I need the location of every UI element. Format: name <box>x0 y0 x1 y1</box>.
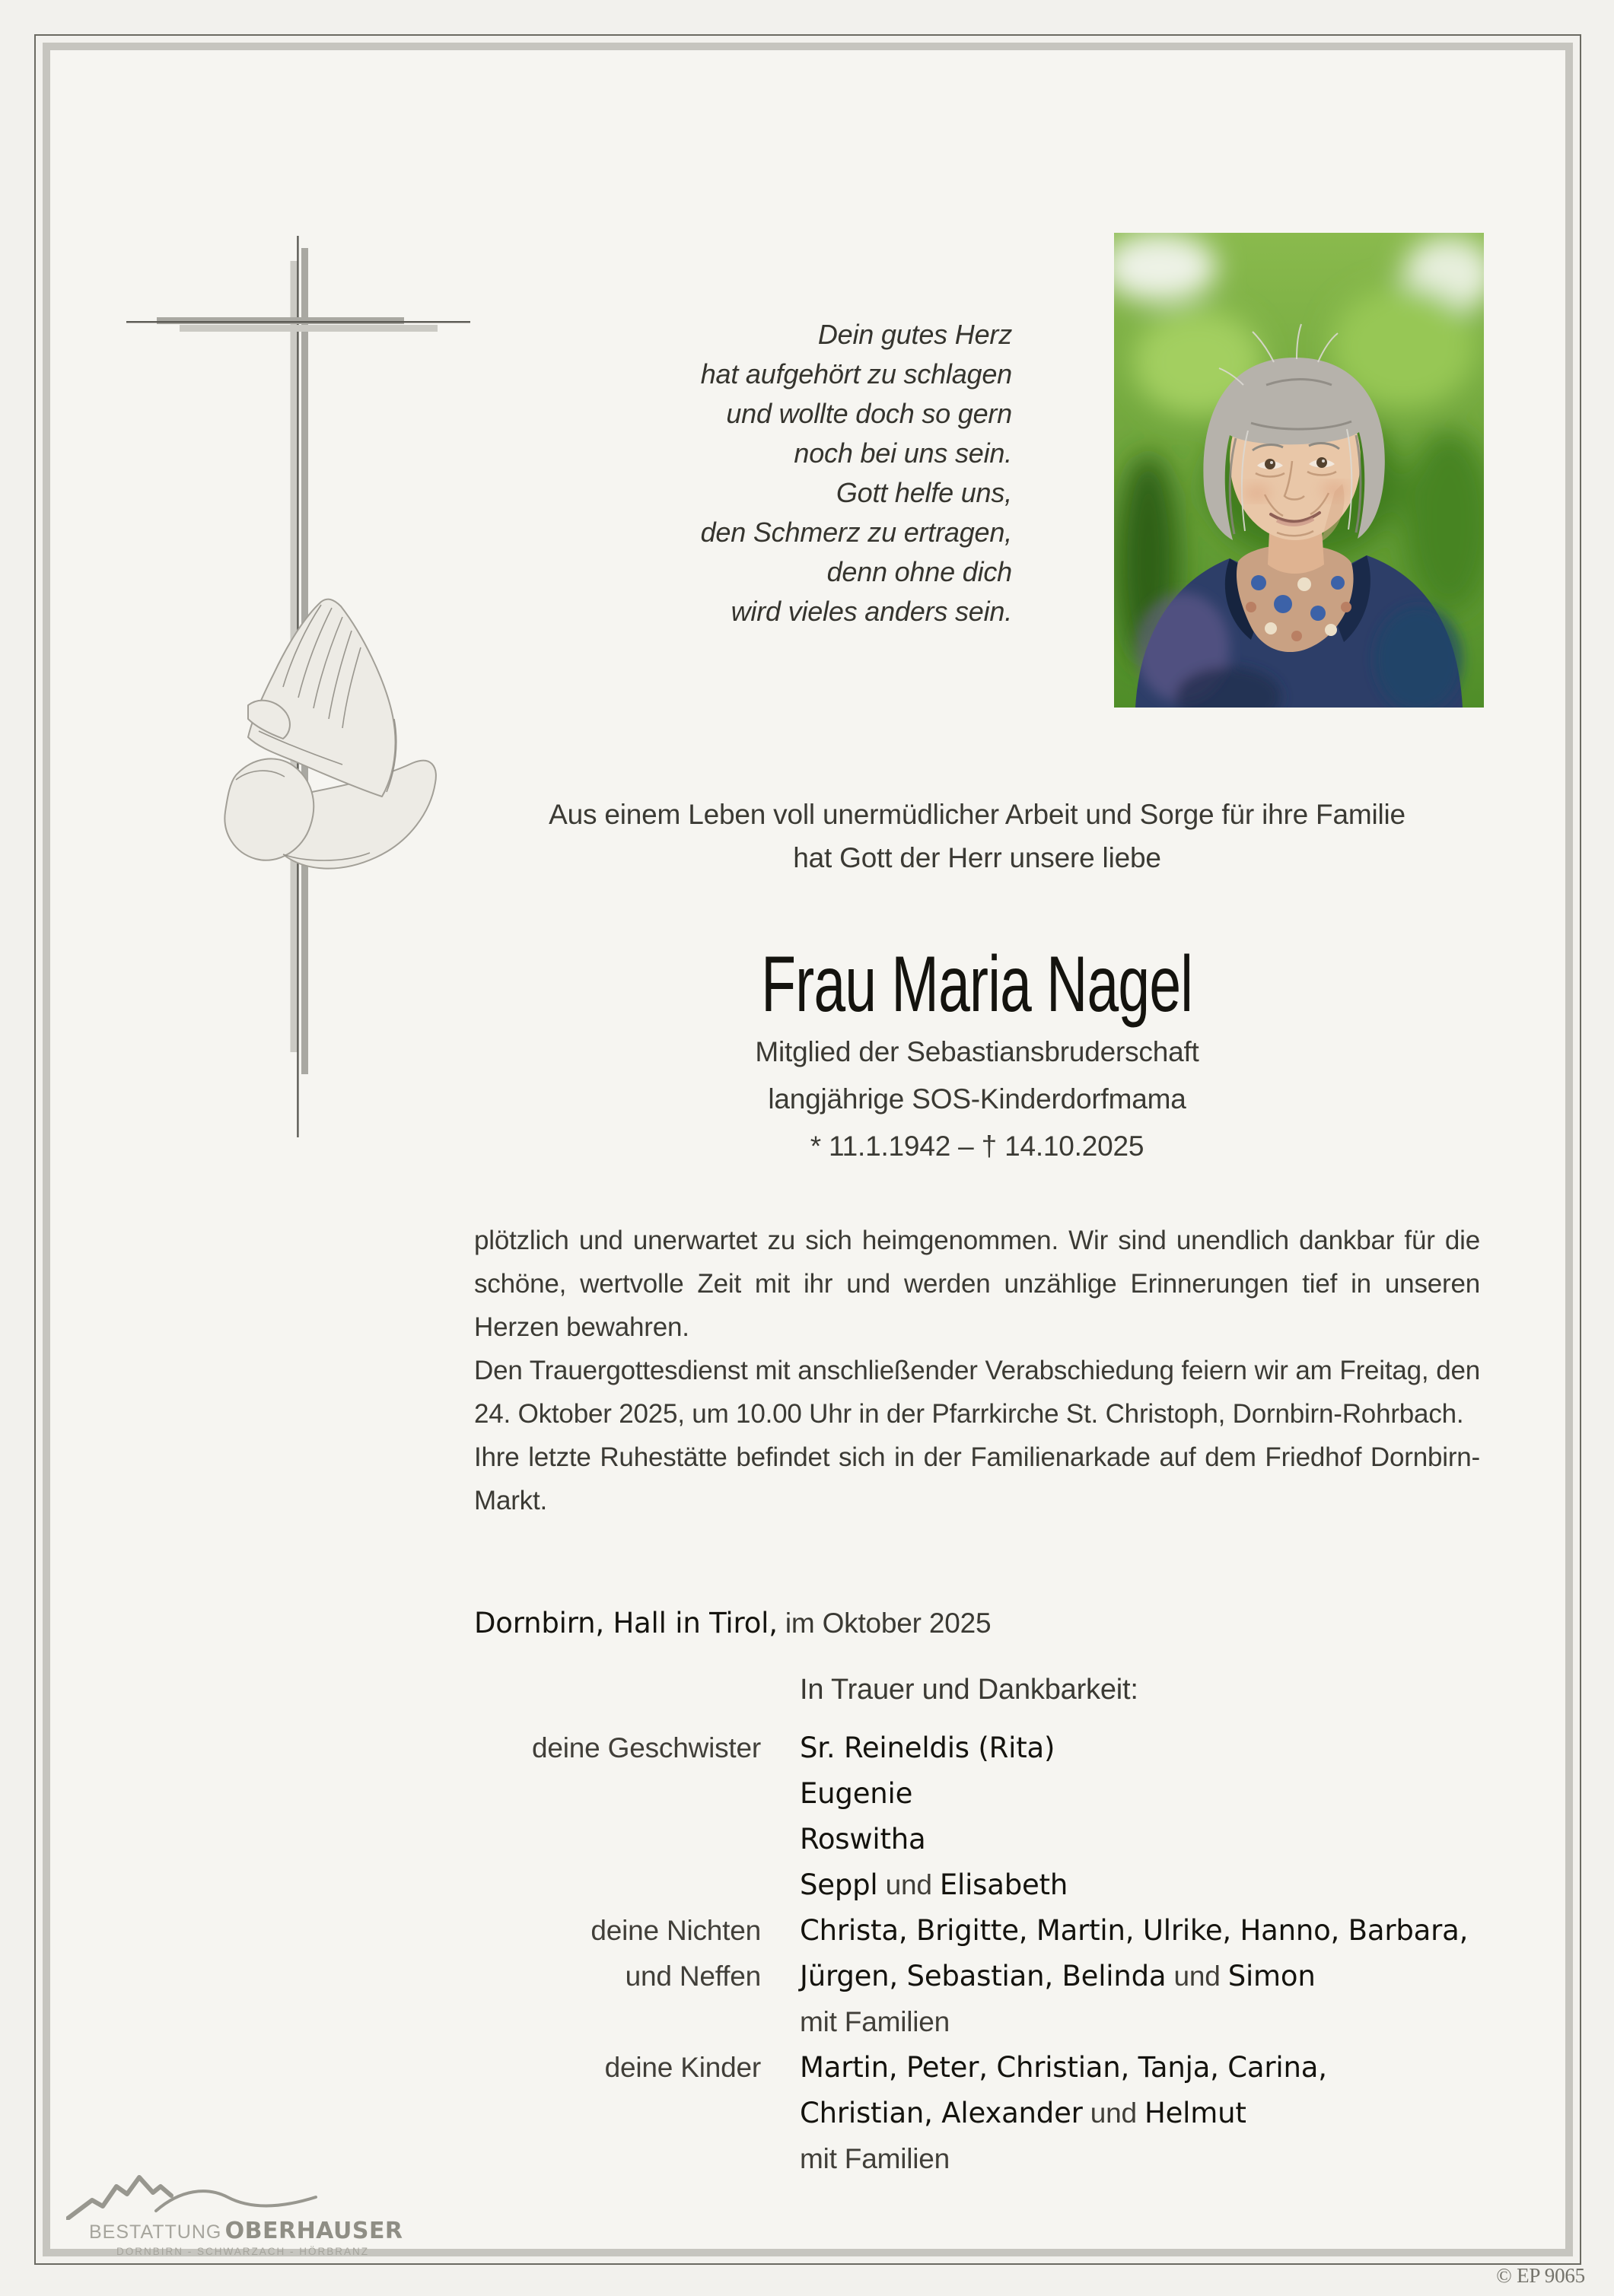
mourning-names <box>800 2045 1480 2091</box>
poem-line: und wollte doch so gern <box>726 398 1012 429</box>
mourning-label: deine Nichten <box>591 1915 761 1946</box>
mountain-logo-icon <box>66 2173 317 2220</box>
mourner-name: Christian, Alexander <box>800 2097 1083 2129</box>
mourning-label: und Neffen <box>625 1961 761 1992</box>
mourning-row <box>474 1999 1480 2045</box>
mourner-name: Christa, Brigitte, Martin, Ulrike, Hanno, Barbara, <box>800 1914 1469 1947</box>
mourning-names <box>800 1954 1480 1999</box>
funeral-home-logo <box>66 2173 403 2257</box>
poem-line: Gott helfe uns, <box>836 477 1012 508</box>
mourning-row <box>474 2045 1480 2091</box>
mourning-names <box>800 1817 1480 1862</box>
poem-line: hat aufgehört zu schlagen <box>700 358 1012 390</box>
place-date-light: im Oktober 2025 <box>777 1608 992 1639</box>
mourning-label <box>474 1999 800 2045</box>
portrait-photo <box>1114 233 1484 708</box>
mourning-row <box>474 2136 1480 2182</box>
mourning-names <box>800 2091 1480 2136</box>
connector-text: und <box>1166 1961 1228 1992</box>
mourner-name: Sr. Reineldis (Rita) <box>800 1732 1055 1764</box>
mourner-name: Simon <box>1227 1960 1316 1992</box>
mourner-name: Helmut <box>1144 2097 1246 2129</box>
deceased-details <box>474 1029 1480 1170</box>
deceased-name: Frau Maria Nagel <box>761 940 1193 1029</box>
poem-line: noch bei uns sein. <box>794 437 1012 469</box>
mourner-name: Elisabeth <box>939 1868 1068 1901</box>
obituary-paragraph-2: Den Trauergottesdienst mit anschließender Verabschiedung feiern wir am Freitag, den 24. Oktober 2025, um 10.00 Uhr in der Pfarrkirche St. Christoph, Dornbirn-Rohrbach. <box>474 1356 1480 1429</box>
mourning-row <box>474 1725 1480 1771</box>
intro-text <box>474 793 1480 879</box>
mourning-label <box>474 2091 800 2136</box>
mourning-names <box>800 1908 1480 1954</box>
brand-name-bold: OBERHAUSER <box>224 2218 403 2244</box>
mourning-row <box>474 1954 1480 1999</box>
mourning-names <box>800 2136 1480 2182</box>
connector-text: mit Familien <box>800 2006 950 2037</box>
place-date-line <box>474 1607 1480 1639</box>
deceased-name-block <box>474 942 1480 1035</box>
mourning-names <box>800 1771 1480 1817</box>
praying-hands-icon <box>213 597 441 902</box>
mourner-name: Eugenie <box>800 1777 913 1810</box>
membership-line-1: Mitglied der Sebastiansbruderschaft <box>755 1036 1199 1067</box>
obituary-body <box>474 1219 1480 1522</box>
mourning-label <box>474 2136 800 2182</box>
mourner-name: Roswitha <box>800 1823 926 1856</box>
mourning-row <box>474 1908 1480 1954</box>
mourning-row <box>474 1771 1480 1817</box>
place-date-strong: Dornbirn, Hall in Tirol, <box>474 1607 778 1639</box>
memorial-poem <box>434 315 1012 631</box>
poem-line: denn ohne dich <box>826 556 1012 587</box>
brand-name-light: BESTATTUNG <box>89 2221 222 2243</box>
obituary-paragraph-3: Ihre letzte Ruhestätte befindet sich in der Familienarkade auf dem Friedhof Dornbirn-Markt. <box>474 1442 1480 1515</box>
connector-text: und <box>877 1869 940 1900</box>
mourning-label <box>474 1817 800 1862</box>
mourning-row <box>474 1862 1480 1908</box>
mourning-row <box>474 2091 1480 2136</box>
brand-name <box>89 2218 403 2244</box>
intro-line-1: Aus einem Leben voll unermüdlicher Arbeit und Sorge für ihre Familie <box>549 799 1405 830</box>
mourning-names <box>800 1862 1480 1908</box>
mourning-label: deine Geschwister <box>532 1732 761 1763</box>
mourning-label: deine Kinder <box>604 2052 761 2083</box>
birth-death-dates: * 11.1.1942 – † 14.10.2025 <box>810 1131 1144 1162</box>
mourning-heading: In Trauer und Dankbarkeit: <box>800 1674 1138 1706</box>
poem-line: Dein gutes Herz <box>817 319 1012 350</box>
mourning-table <box>474 1725 1480 2182</box>
connector-text: mit Familien <box>800 2143 950 2174</box>
copyright-code: © EP 9065 <box>1496 2264 1585 2287</box>
connector-text: und <box>1082 2097 1144 2129</box>
membership-line-2: langjährige SOS-Kinderdorfmama <box>768 1083 1186 1115</box>
mourning-row <box>474 1817 1480 1862</box>
mourning-label <box>474 1862 800 1908</box>
mourner-name: Martin, Peter, Christian, Tanja, Carina, <box>800 2051 1327 2084</box>
intro-line-2: hat Gott der Herr unsere liebe <box>793 842 1161 873</box>
mourning-label <box>474 1771 800 1817</box>
mourning-names <box>800 1999 1480 2045</box>
poem-line: den Schmerz zu ertragen, <box>700 517 1012 548</box>
poem-line: wird vieles anders sein. <box>731 596 1012 627</box>
brand-locations: DORNBIRN - SCHWARZACH - HÖRBRANZ <box>116 2246 369 2257</box>
obituary-paragraph-1: plötzlich und unerwartet zu sich heimgenommen. Wir sind unendlich dankbar für die schöne, wertvolle Zeit mit ihr und werden unzählige Erinnerungen tief in unseren Herzen bewahren. <box>474 1226 1480 1342</box>
mourner-name: Seppl <box>800 1868 878 1901</box>
mourning-names <box>800 1725 1480 1771</box>
mourner-name: Jürgen, Sebastian, Belinda <box>800 1960 1167 1992</box>
